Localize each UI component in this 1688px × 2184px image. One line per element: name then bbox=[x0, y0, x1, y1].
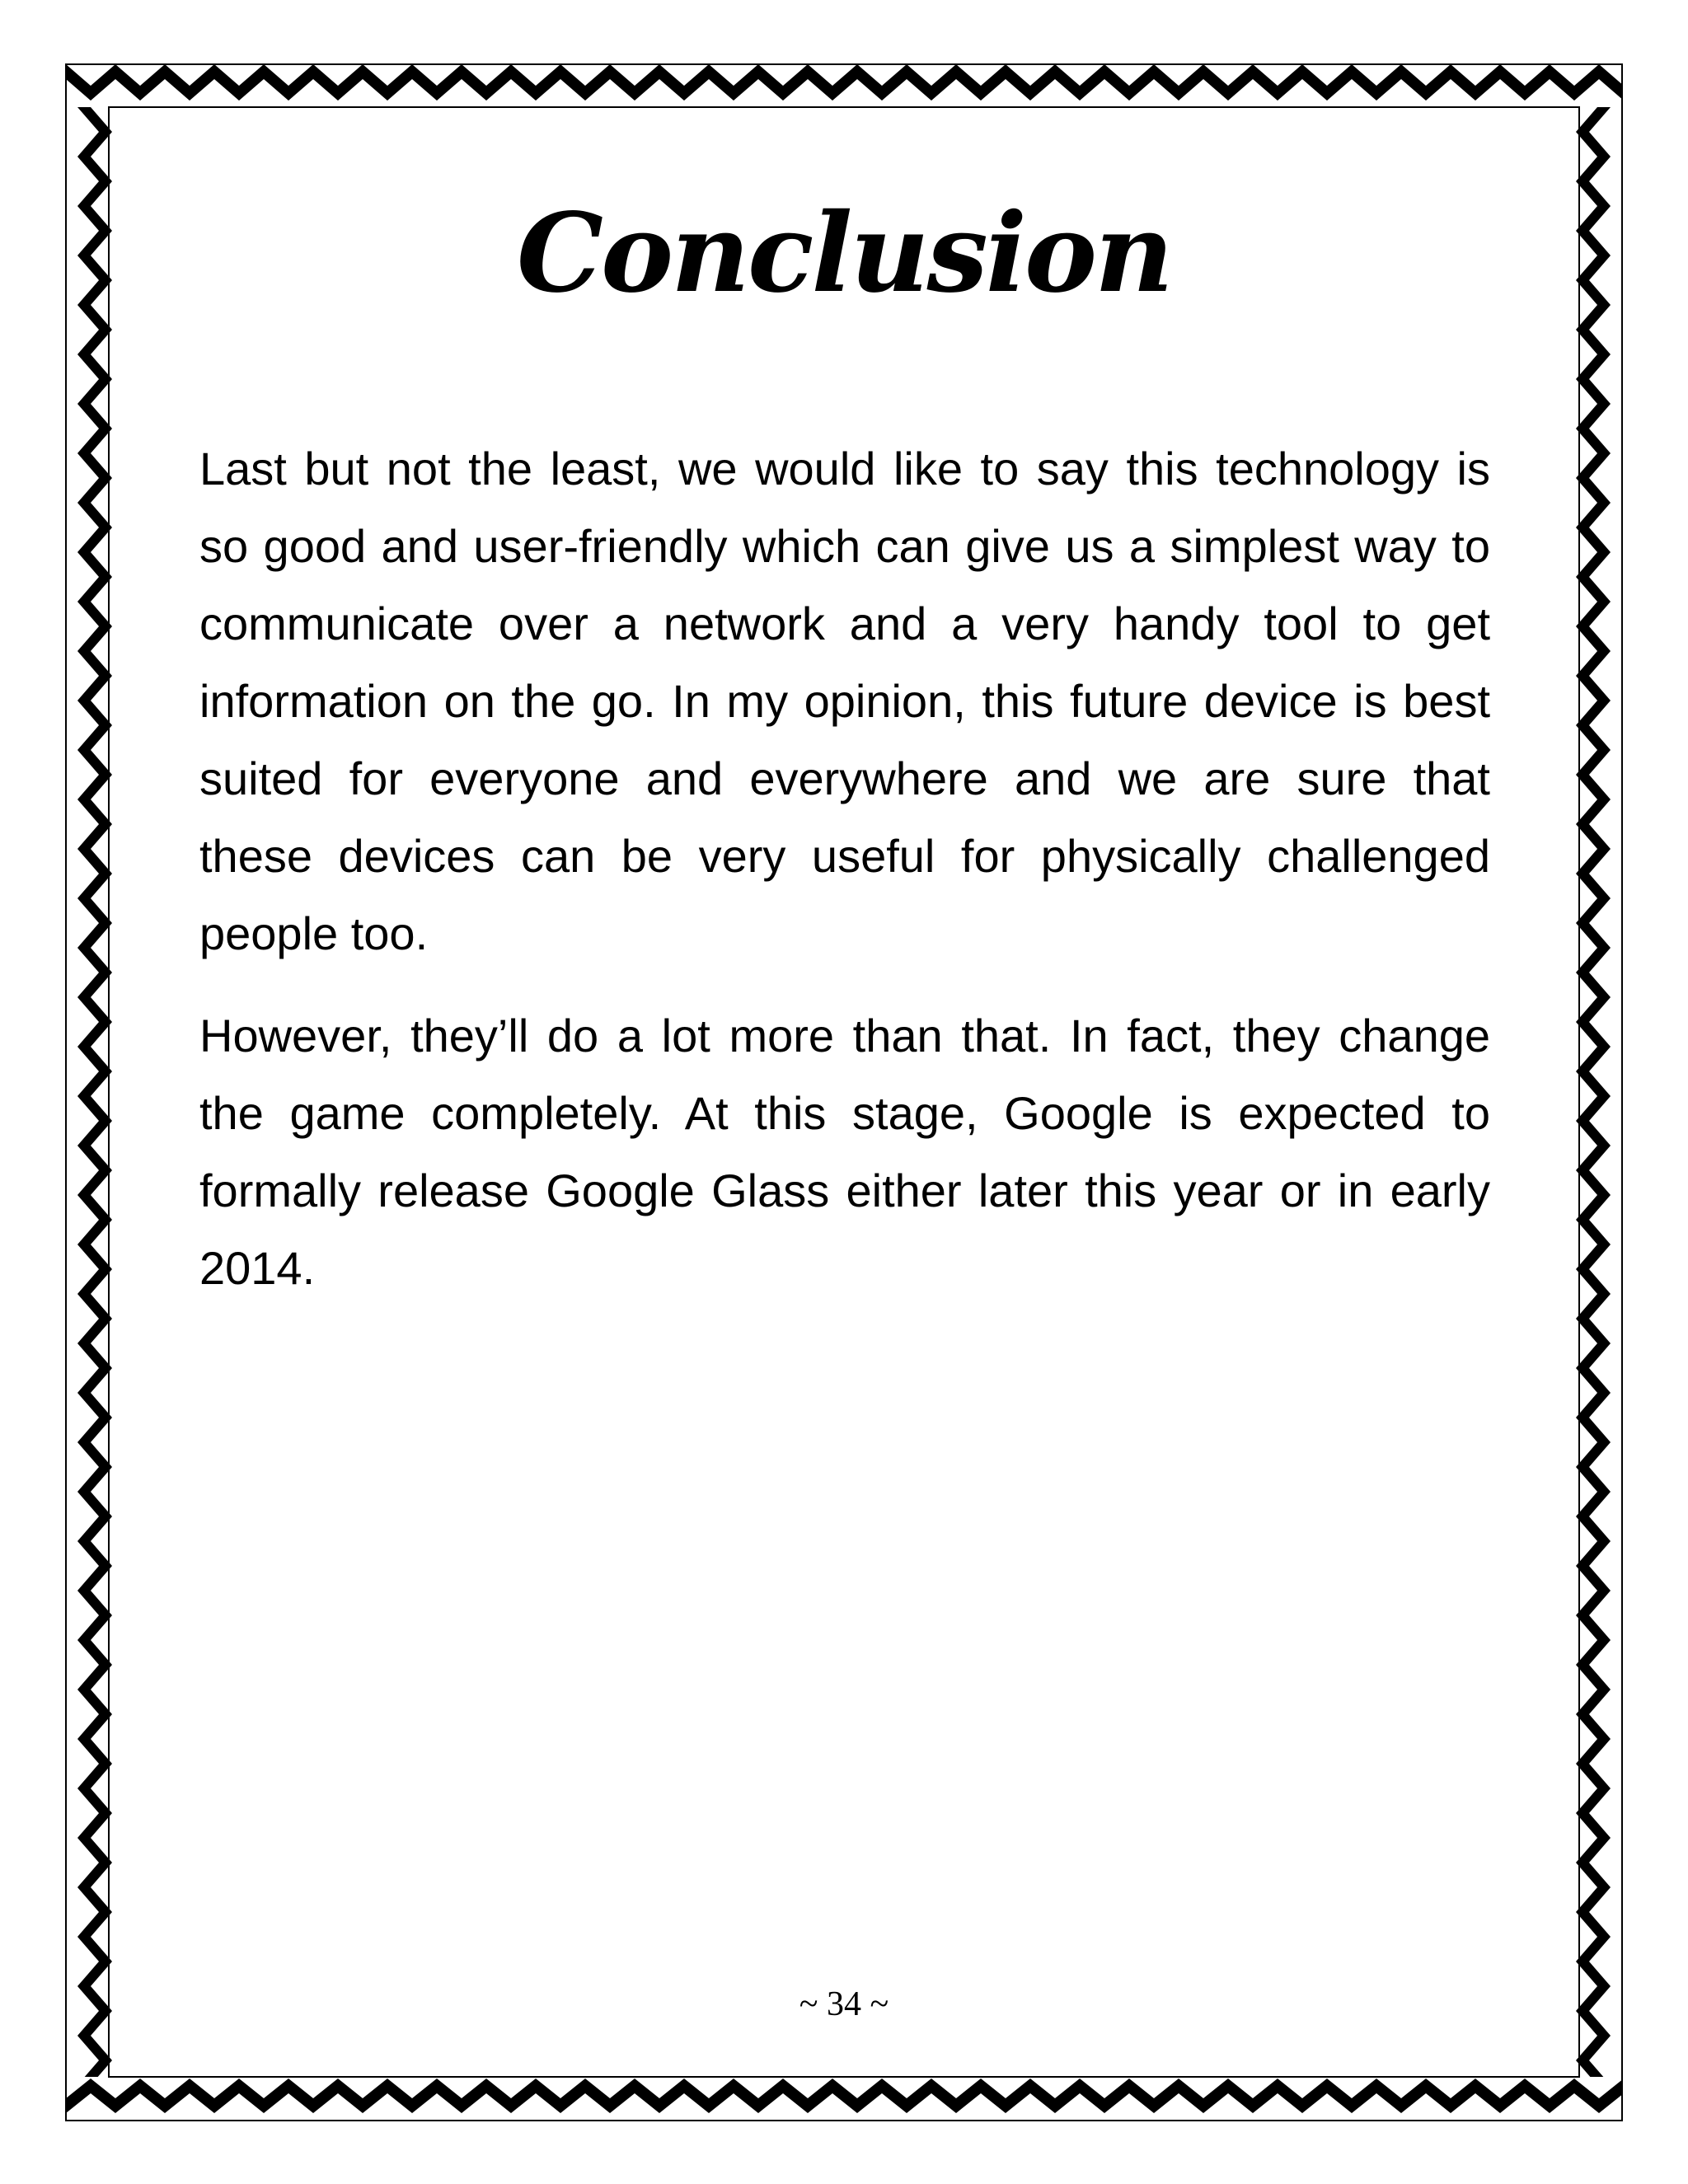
body-text bbox=[199, 430, 1490, 1332]
border-left-zigzag bbox=[66, 107, 124, 2077]
page-title: Conclusion bbox=[516, 190, 1172, 317]
border-right-zigzag bbox=[1564, 107, 1622, 2077]
paragraph-2: However, they’ll do a lot more than that. In fact, they change the game completely. At this stage, Google is expected to formally release Google Glass either later this year or in early 2014. bbox=[199, 1010, 1490, 1294]
page-number: ~ 34 ~ bbox=[799, 1985, 889, 2023]
paragraph-1: Last but not the least, we would like to say this technology is so good and user-friendly which can give us a simplest way to communicate over a network and a very handy tool to get information on the go. In my opinion, this future device is best suited for everyone and everywhere and we are sure that these devices can be very useful for physically challenged people too. bbox=[199, 443, 1490, 959]
border-bottom-zigzag bbox=[66, 2073, 1622, 2122]
